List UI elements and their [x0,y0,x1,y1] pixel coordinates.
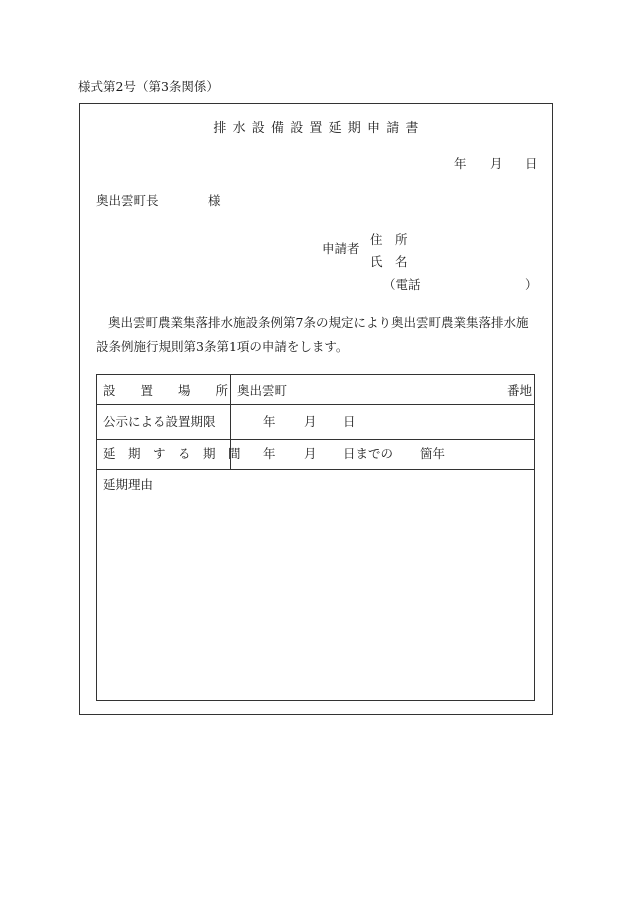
body-paragraph: 奥出雲町農業集落排水施設条例第7条の規定により奥出雲町農業集落排水施設条例施行規則第3条第1項の申請をします。 [96,315,529,354]
location-label: 設 置 場 所 [103,383,229,398]
document-title: 排水設備設置延期申請書 [213,121,425,136]
addressee-honorific: 様 [208,193,221,208]
deadline-label: 公示による設置期限 [103,414,216,429]
applicant-address-label: 住 所 [370,232,408,247]
form-number: 様式第2号（第3条関係） [78,79,219,94]
reason-label: 延期理由 [103,477,154,492]
addressee-name: 奥出雲町長 [96,193,159,208]
table-row-divider [97,439,534,440]
location-value: 奥出雲町 [237,383,288,398]
applicant-label: 申請者 [322,241,360,256]
extension-month: 月 [304,446,317,461]
extension-label: 延 期 す る 期 間 [103,446,241,461]
location-suffix: 番地 [507,383,533,398]
table-row-divider [97,469,534,470]
applicant-phone-label: （電話 [383,277,421,292]
extension-year: 年 [263,446,276,461]
table-row-divider [97,404,534,405]
deadline-year: 年 [263,414,276,429]
application-table [96,374,535,701]
date-month-label: 月 [490,156,503,171]
date-year-label: 年 [454,156,467,171]
date-day-label: 日 [525,156,538,171]
extension-count: 箇年 [420,446,446,461]
applicant-name-label: 氏 名 [370,254,408,269]
extension-day: 日までの [343,446,394,461]
deadline-day: 日 [343,414,356,429]
deadline-month: 月 [304,414,317,429]
applicant-phone-close: ） [525,277,538,292]
